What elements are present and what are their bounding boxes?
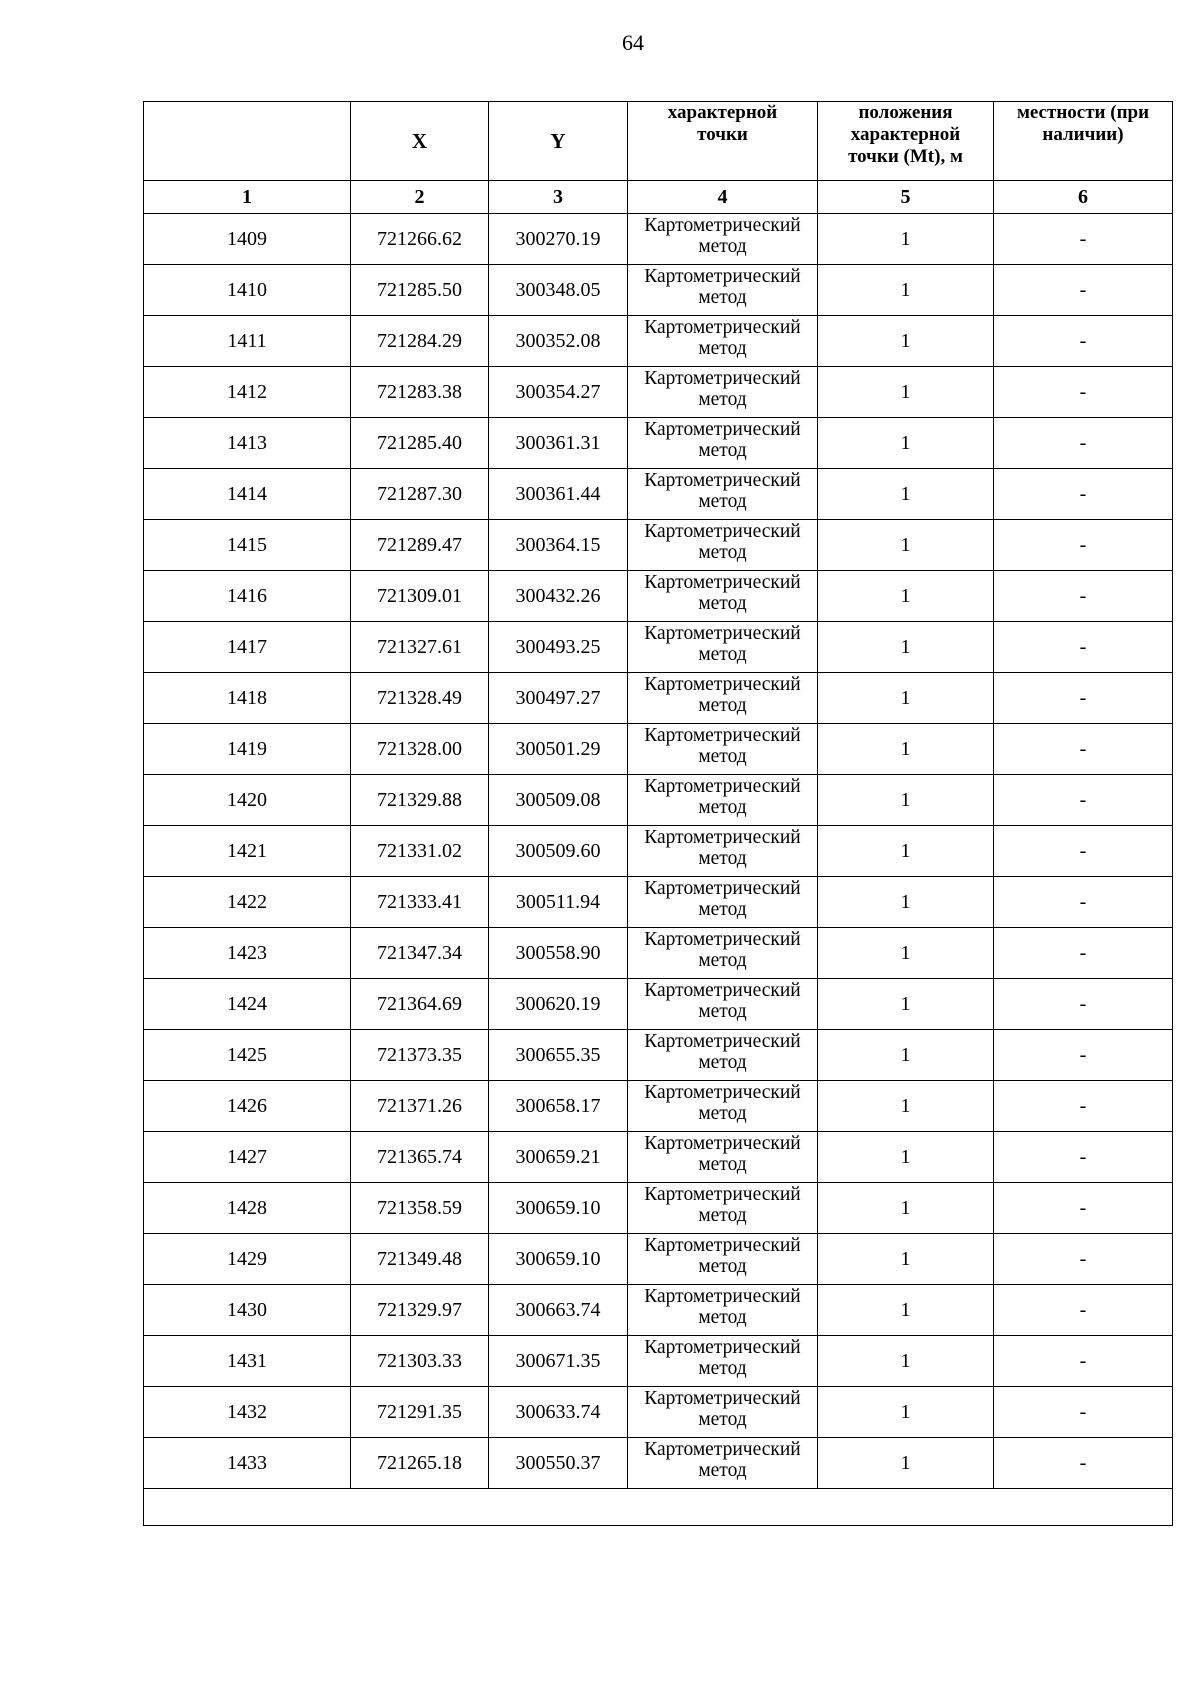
y-coordinate-cell: 300658.17 [489,1081,628,1132]
description-cell: - [994,265,1173,316]
table-row [144,826,1173,877]
table-row [144,214,1173,265]
column-number: 2 [351,181,489,214]
column-numbers-row [144,181,1173,214]
method-line1: Картометрический [644,980,801,1001]
description-cell: - [994,928,1173,979]
header-col-x: X [351,102,489,181]
method-line1: Картометрический [644,929,801,950]
y-coordinate-cell: 300364.15 [489,520,628,571]
point-number-cell: 1418 [144,673,351,724]
description-cell: - [994,1234,1173,1285]
table-row [144,1183,1173,1234]
method-line2: метод [698,1052,747,1073]
method-line2: метод [698,1205,747,1226]
method-line1: Картометрический [644,572,801,593]
method-line2: метод [698,491,747,512]
accuracy-cell: 1 [818,418,994,469]
accuracy-cell: 1 [818,775,994,826]
point-number-cell: 1431 [144,1336,351,1387]
accuracy-cell: 1 [818,979,994,1030]
method-line1: Картометрический [644,419,801,440]
header-col-method-line1: характерной [667,102,778,123]
accuracy-cell: 1 [818,316,994,367]
accuracy-cell: 1 [818,1234,994,1285]
x-coordinate-cell: 721349.48 [351,1234,489,1285]
point-number-cell: 1428 [144,1183,351,1234]
method-line2: метод [698,389,747,410]
table-row [144,520,1173,571]
description-cell: - [994,877,1173,928]
table-row [144,1336,1173,1387]
method-cell [628,928,818,979]
x-coordinate-cell: 721331.02 [351,826,489,877]
point-number-cell: 1410 [144,265,351,316]
y-coordinate-cell: 300361.31 [489,418,628,469]
description-cell: - [994,775,1173,826]
point-number-cell: 1424 [144,979,351,1030]
method-cell [628,622,818,673]
method-line2: метод [698,644,747,665]
method-cell [628,1387,818,1438]
x-coordinate-cell: 721285.40 [351,418,489,469]
method-cell [628,1234,818,1285]
method-line2: метод [698,287,747,308]
description-cell: - [994,1438,1173,1489]
method-line2: метод [698,950,747,971]
method-line1: Картометрический [644,470,801,491]
table-row [144,367,1173,418]
x-coordinate-cell: 721358.59 [351,1183,489,1234]
table-row [144,1234,1173,1285]
accuracy-cell: 1 [818,469,994,520]
method-line1: Картометрический [644,1439,801,1460]
method-cell [628,775,818,826]
method-line1: Картометрический [644,521,801,542]
method-cell [628,1183,818,1234]
method-line1: Картометрический [644,1133,801,1154]
table-row [144,1132,1173,1183]
y-coordinate-cell: 300497.27 [489,673,628,724]
point-number-cell: 1427 [144,1132,351,1183]
method-line2: метод [698,899,747,920]
accuracy-cell: 1 [818,1285,994,1336]
description-cell: - [994,1183,1173,1234]
method-cell [628,316,818,367]
header-col-y: Y [489,102,628,181]
x-coordinate-cell: 721364.69 [351,979,489,1030]
x-coordinate-cell: 721328.49 [351,673,489,724]
method-line1: Картометрический [644,827,801,848]
table-row [144,1285,1173,1336]
method-cell [628,469,818,520]
method-line1: Картометрический [644,878,801,899]
method-line1: Картометрический [644,317,801,338]
y-coordinate-cell: 300655.35 [489,1030,628,1081]
method-cell [628,1438,818,1489]
x-coordinate-cell: 721284.29 [351,316,489,367]
method-cell [628,1132,818,1183]
description-cell: - [994,1030,1173,1081]
y-coordinate-cell: 300270.19 [489,214,628,265]
header-row [144,102,1173,181]
empty-row [144,1489,1173,1526]
empty-cell [144,1489,1173,1526]
header-col-method-line2: точки [697,124,748,145]
method-cell [628,367,818,418]
method-line2: метод [698,1358,747,1379]
y-coordinate-cell: 300352.08 [489,316,628,367]
method-cell [628,724,818,775]
table-body [144,214,1173,1526]
y-coordinate-cell: 300659.10 [489,1234,628,1285]
method-line2: метод [698,1460,747,1481]
y-coordinate-cell: 300509.08 [489,775,628,826]
description-cell: - [994,826,1173,877]
accuracy-cell: 1 [818,724,994,775]
method-cell [628,214,818,265]
table-row [144,1081,1173,1132]
method-cell [628,571,818,622]
x-coordinate-cell: 721327.61 [351,622,489,673]
header-col-method [628,102,818,181]
table-row [144,316,1173,367]
point-number-cell: 1420 [144,775,351,826]
accuracy-cell: 1 [818,1336,994,1387]
point-number-cell: 1432 [144,1387,351,1438]
x-coordinate-cell: 721283.38 [351,367,489,418]
column-number: 4 [628,181,818,214]
method-cell [628,1081,818,1132]
page-number: 64 [622,30,644,55]
x-coordinate-cell: 721265.18 [351,1438,489,1489]
method-line1: Картометрический [644,368,801,389]
x-coordinate-cell: 721309.01 [351,571,489,622]
description-cell: - [994,418,1173,469]
point-number-cell: 1411 [144,316,351,367]
x-coordinate-cell: 721333.41 [351,877,489,928]
y-coordinate-cell: 300509.60 [489,826,628,877]
y-coordinate-cell: 300361.44 [489,469,628,520]
point-number-cell: 1414 [144,469,351,520]
y-coordinate-cell: 300659.10 [489,1183,628,1234]
header-col-accuracy-line3: точки (Mt), м [848,146,963,167]
description-cell: - [994,1132,1173,1183]
point-number-cell: 1413 [144,418,351,469]
y-coordinate-cell: 300659.21 [489,1132,628,1183]
accuracy-cell: 1 [818,928,994,979]
point-number-cell: 1409 [144,214,351,265]
description-cell: - [994,1081,1173,1132]
x-coordinate-cell: 721329.88 [351,775,489,826]
method-cell [628,1285,818,1336]
method-line1: Картометрический [644,1082,801,1103]
method-line2: метод [698,1001,747,1022]
point-number-cell: 1419 [144,724,351,775]
description-cell: - [994,571,1173,622]
method-line2: метод [698,797,747,818]
y-coordinate-cell: 300633.74 [489,1387,628,1438]
accuracy-cell: 1 [818,877,994,928]
method-cell [628,265,818,316]
method-line1: Картометрический [644,1337,801,1358]
table-row [144,418,1173,469]
table-row [144,775,1173,826]
accuracy-cell: 1 [818,1030,994,1081]
accuracy-cell: 1 [818,214,994,265]
method-line2: метод [698,542,747,563]
point-number-cell: 1426 [144,1081,351,1132]
x-coordinate-cell: 721303.33 [351,1336,489,1387]
accuracy-cell: 1 [818,826,994,877]
method-cell [628,520,818,571]
y-coordinate-cell: 300671.35 [489,1336,628,1387]
method-line2: метод [698,1409,747,1430]
method-line1: Картометрический [644,1286,801,1307]
y-coordinate-cell: 300493.25 [489,622,628,673]
method-line2: метод [698,695,747,716]
header-col-accuracy-line2: характерной [850,124,961,145]
method-line2: метод [698,236,747,257]
header-col-1 [144,102,351,181]
method-line1: Картометрический [644,725,801,746]
method-line1: Картометрический [644,1235,801,1256]
point-number-cell: 1423 [144,928,351,979]
accuracy-cell: 1 [818,1387,994,1438]
column-number: 6 [994,181,1173,214]
table-row [144,1438,1173,1489]
point-number-cell: 1421 [144,826,351,877]
x-coordinate-cell: 721289.47 [351,520,489,571]
point-number-cell: 1422 [144,877,351,928]
x-coordinate-cell: 721329.97 [351,1285,489,1336]
column-number: 1 [144,181,351,214]
point-number-cell: 1412 [144,367,351,418]
method-line1: Картометрический [644,776,801,797]
x-coordinate-cell: 721365.74 [351,1132,489,1183]
table-row [144,673,1173,724]
description-cell: - [994,622,1173,673]
accuracy-cell: 1 [818,367,994,418]
x-coordinate-cell: 721371.26 [351,1081,489,1132]
header-col-description [994,102,1173,181]
table-row [144,1030,1173,1081]
header-col-description-line1: местности (при [1016,102,1150,123]
y-coordinate-cell: 300354.27 [489,367,628,418]
y-coordinate-cell: 300511.94 [489,877,628,928]
description-cell: - [994,673,1173,724]
description-cell: - [994,469,1173,520]
method-line2: метод [698,1307,747,1328]
table-row [144,979,1173,1030]
point-number-cell: 1417 [144,622,351,673]
y-coordinate-cell: 300501.29 [489,724,628,775]
accuracy-cell: 1 [818,1438,994,1489]
method-line1: Картометрический [644,215,801,236]
method-line2: метод [698,1103,747,1124]
table-row [144,877,1173,928]
method-line2: метод [698,1256,747,1277]
description-cell: - [994,367,1173,418]
table-row [144,1387,1173,1438]
description-cell: - [994,1387,1173,1438]
description-cell: - [994,520,1173,571]
method-line2: метод [698,746,747,767]
method-line2: метод [698,338,747,359]
accuracy-cell: 1 [818,520,994,571]
column-number: 3 [489,181,628,214]
x-coordinate-cell: 721291.35 [351,1387,489,1438]
method-line1: Картометрический [644,674,801,695]
table-row [144,724,1173,775]
method-cell [628,418,818,469]
description-cell: - [994,1285,1173,1336]
method-cell [628,877,818,928]
method-line2: метод [698,440,747,461]
y-coordinate-cell: 300558.90 [489,928,628,979]
point-number-cell: 1429 [144,1234,351,1285]
y-coordinate-cell: 300432.26 [489,571,628,622]
accuracy-cell: 1 [818,622,994,673]
method-line1: Картометрический [644,1184,801,1205]
point-number-cell: 1415 [144,520,351,571]
accuracy-cell: 1 [818,265,994,316]
header-col-accuracy-line1: положения [858,102,953,123]
accuracy-cell: 1 [818,673,994,724]
point-number-cell: 1433 [144,1438,351,1489]
x-coordinate-cell: 721347.34 [351,928,489,979]
y-coordinate-cell: 300348.05 [489,265,628,316]
method-line1: Картометрический [644,623,801,644]
description-cell: - [994,724,1173,775]
method-cell [628,979,818,1030]
coordinates-table [143,101,1173,1526]
method-cell [628,1030,818,1081]
method-cell [628,673,818,724]
accuracy-cell: 1 [818,1081,994,1132]
accuracy-cell: 1 [818,1132,994,1183]
method-line2: метод [698,848,747,869]
method-line1: Картометрический [644,1031,801,1052]
description-cell: - [994,979,1173,1030]
x-coordinate-cell: 721287.30 [351,469,489,520]
accuracy-cell: 1 [818,1183,994,1234]
table-row [144,928,1173,979]
point-number-cell: 1425 [144,1030,351,1081]
description-cell: - [994,214,1173,265]
accuracy-cell: 1 [818,571,994,622]
point-number-cell: 1430 [144,1285,351,1336]
x-coordinate-cell: 721285.50 [351,265,489,316]
x-coordinate-cell: 721266.62 [351,214,489,265]
x-coordinate-cell: 721328.00 [351,724,489,775]
method-cell [628,826,818,877]
y-coordinate-cell: 300663.74 [489,1285,628,1336]
header-col-accuracy [818,102,994,181]
method-line1: Картометрический [644,266,801,287]
table-row [144,622,1173,673]
table-row [144,571,1173,622]
column-number: 5 [818,181,994,214]
method-cell [628,1336,818,1387]
table-row [144,469,1173,520]
y-coordinate-cell: 300550.37 [489,1438,628,1489]
method-line2: метод [698,593,747,614]
y-coordinate-cell: 300620.19 [489,979,628,1030]
x-coordinate-cell: 721373.35 [351,1030,489,1081]
method-line1: Картометрический [644,1388,801,1409]
table-row [144,265,1173,316]
header-col-description-line2: наличии) [1042,124,1124,145]
method-line2: метод [698,1154,747,1175]
description-cell: - [994,1336,1173,1387]
description-cell: - [994,316,1173,367]
point-number-cell: 1416 [144,571,351,622]
